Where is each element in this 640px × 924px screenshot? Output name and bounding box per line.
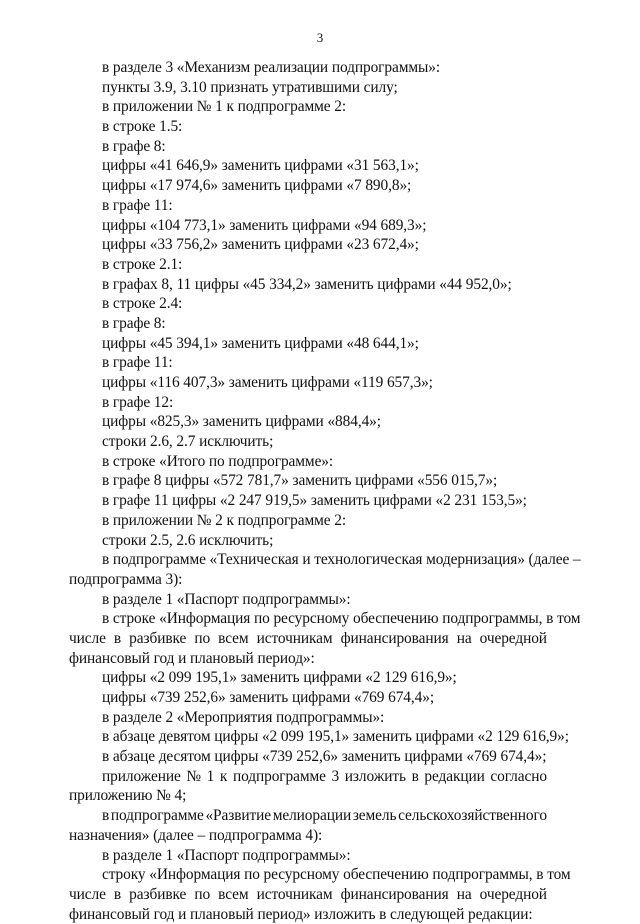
text-line: строку «Информация по ресурсному обеспечению подпрограммы, в том	[102, 866, 571, 884]
text-line: строки 2.6, 2.7 исключить;	[102, 433, 274, 451]
word: числе	[69, 885, 106, 903]
text-line: цифры «104 773,1» заменить цифрами «94 689,3»;	[102, 216, 427, 234]
text-line: цифры «33 756,2» заменить цифрами «23 672,4»;	[102, 236, 419, 254]
text-line: цифры «45 394,1» заменить цифрами «48 644,1»;	[102, 334, 419, 352]
text-line	[69, 767, 547, 787]
text-line: в разделе 2 «Мероприятия подпрограммы»:	[102, 708, 385, 726]
text-line: в абзаце десятом цифры «739 252,6» заменить цифрами «769 674,4»;	[102, 748, 547, 766]
text-line: в абзаце девятом цифры «2 099 195,1» заменить цифрами «2 129 616,9»;	[102, 728, 569, 746]
word: приложение	[102, 767, 181, 785]
word: 1	[206, 767, 215, 785]
text-line: в графе 11:	[102, 196, 173, 214]
word: мелиорации	[272, 807, 352, 825]
text-line: в разделе 3 «Механизм реализации подпрограммы»:	[102, 59, 440, 76]
word: в	[102, 807, 110, 825]
text-line: в графах 8, 11 цифры «45 334,2» заменить цифрами «44 952,0»;	[102, 275, 512, 293]
text-line: цифры «739 252,6» заменить цифрами «769 674,4»;	[102, 689, 435, 706]
word: разбивке	[129, 885, 187, 903]
document-body	[69, 58, 581, 924]
text-line: цифры «17 974,6» заменить цифрами «7 890,8»;	[102, 177, 412, 195]
text-line: цифры «2 099 195,1» заменить цифрами «2 129 616,9»;	[102, 669, 457, 687]
text-line: в графе 11:	[102, 354, 173, 372]
text-line: финансовый год и плановый период» изложить в следующей редакции:	[69, 905, 533, 923]
text-line: пункты 3.9, 3.10 признать утратившими силу;	[102, 78, 398, 96]
text-line: в подпрограмме «Техническая и технологическая модернизация» (далее –	[102, 551, 581, 569]
text-line: приложению № 4;	[69, 787, 187, 805]
text-line: цифры «116 407,3» заменить цифрами «119 657,3»;	[102, 374, 433, 391]
text-line: в приложении № 2 к подпрограмме 2:	[102, 511, 347, 529]
word: по	[194, 629, 211, 647]
word: на	[456, 629, 472, 647]
word: финансирования	[340, 885, 449, 903]
text-line: в графе 8:	[102, 314, 166, 332]
text-line: в графе 8 цифры «572 781,7» заменить цифрами «556 015,7»;	[102, 472, 498, 490]
word: разбивке	[129, 629, 187, 647]
word: на	[456, 885, 472, 903]
word: финансирования	[340, 629, 449, 647]
word: всем	[218, 629, 249, 647]
word: очередной	[479, 885, 547, 903]
word: в	[113, 629, 122, 647]
text-line: в строке «Итого по подпрограмме»:	[102, 452, 334, 470]
word: всем	[218, 885, 249, 903]
word: числе	[69, 629, 106, 647]
word: источникам	[256, 629, 333, 647]
page-number: 3	[316, 30, 324, 45]
word: источникам	[256, 885, 333, 903]
text-line: цифры «825,3» заменить цифрами «884,4»;	[102, 413, 381, 431]
text-line: в разделе 1 «Паспорт подпрограммы»:	[102, 846, 351, 864]
word: «Развитие	[205, 807, 272, 825]
text-line: в приложении № 1 к подпрограмме 2:	[102, 98, 347, 116]
word: очередной	[479, 629, 547, 647]
word: земель	[352, 807, 397, 825]
word: в	[411, 767, 419, 785]
text-line: назначения» (далее – подпрограмма 4):	[69, 826, 323, 844]
word: сельскохозяйственного	[398, 807, 547, 825]
word: по	[194, 885, 211, 903]
word: согласно	[490, 767, 547, 785]
text-line: подпрограмма 3):	[69, 570, 183, 588]
text-line: в графе 12:	[102, 393, 174, 411]
text-line: цифры «41 646,9» заменить цифрами «31 563,1»;	[102, 157, 419, 175]
text-line: в строке 2.1:	[102, 255, 183, 273]
word: к	[219, 767, 228, 785]
text-line	[69, 806, 547, 826]
text-line	[69, 629, 547, 649]
word: в	[113, 885, 122, 903]
word: подпрограмме	[110, 807, 204, 825]
word: изложить	[344, 767, 406, 785]
word: №	[186, 767, 201, 785]
word: подпрограмме	[232, 767, 326, 785]
text-line	[69, 885, 547, 905]
word: редакции	[424, 767, 485, 785]
text-line: в разделе 1 «Паспорт подпрограммы»:	[102, 590, 351, 608]
word: 3	[331, 767, 340, 785]
text-line: в строке 1.5:	[102, 118, 183, 136]
text-line: строки 2.5, 2.6 исключить;	[102, 531, 274, 549]
text-line: в графе 8:	[102, 137, 166, 155]
text-line: в строке 2.4:	[102, 295, 183, 313]
text-line: в строке «Информация по ресурсному обеспечению подпрограммы, в том	[102, 610, 581, 628]
text-line: финансовый год и плановый период»:	[69, 649, 315, 667]
text-line: в графе 11 цифры «2 247 919,5» заменить цифрами «2 231 153,5»;	[102, 492, 527, 510]
